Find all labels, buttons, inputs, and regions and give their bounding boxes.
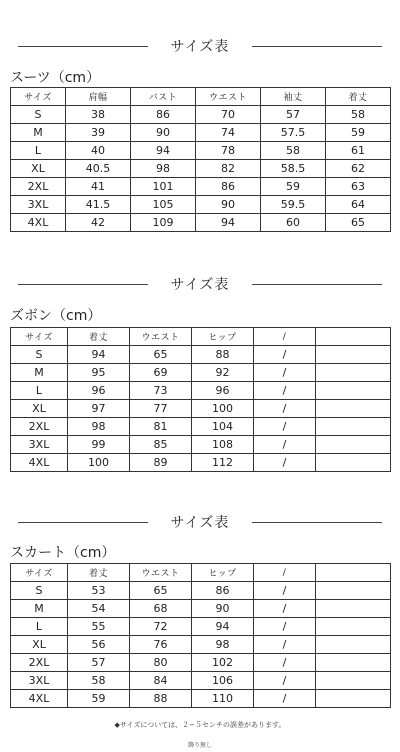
pants-size-chart-title: サイズ表 bbox=[170, 277, 230, 293]
table-cell: 86 bbox=[196, 178, 261, 196]
table-cell bbox=[316, 400, 391, 418]
table-row bbox=[11, 214, 391, 232]
table-cell: 90 bbox=[192, 600, 254, 618]
table-cell: 70 bbox=[196, 106, 261, 124]
table-cell bbox=[316, 618, 391, 636]
table-cell bbox=[316, 600, 391, 618]
table-cell: XL bbox=[11, 636, 68, 654]
table-row bbox=[11, 690, 391, 708]
table-cell: 84 bbox=[130, 672, 192, 690]
table-cell: 102 bbox=[192, 654, 254, 672]
column-header: 着丈 bbox=[326, 88, 391, 106]
table-cell: 105 bbox=[131, 196, 196, 214]
table-row bbox=[11, 346, 391, 364]
table-cell: 94 bbox=[131, 142, 196, 160]
column-header: / bbox=[254, 328, 316, 346]
table-cell bbox=[316, 382, 391, 400]
table-row bbox=[11, 454, 391, 472]
table-row bbox=[11, 400, 391, 418]
footer-small-text: 飾り無し bbox=[187, 742, 212, 749]
table-cell bbox=[316, 454, 391, 472]
table-row bbox=[11, 654, 391, 672]
table-cell: 82 bbox=[196, 160, 261, 178]
table-cell: 58 bbox=[68, 672, 130, 690]
table-cell bbox=[316, 672, 391, 690]
table-cell bbox=[316, 636, 391, 654]
table-cell: L bbox=[11, 618, 68, 636]
table-cell: 98 bbox=[131, 160, 196, 178]
table-cell: 108 bbox=[192, 436, 254, 454]
suit-subheading: スーツ（cm） bbox=[10, 70, 101, 86]
size-tolerance-note: ◆サイズについては、２−５センチの誤差があります。 bbox=[114, 721, 286, 729]
table-row bbox=[11, 196, 391, 214]
skirt-size-table bbox=[10, 563, 391, 708]
table-cell: 106 bbox=[192, 672, 254, 690]
table-cell: / bbox=[254, 400, 316, 418]
table-cell: 59 bbox=[326, 124, 391, 142]
pants-size-table bbox=[10, 327, 391, 472]
table-cell: 74 bbox=[196, 124, 261, 142]
column-header: ウエスト bbox=[130, 564, 192, 582]
table-cell: 97 bbox=[68, 400, 130, 418]
table-cell: 85 bbox=[130, 436, 192, 454]
table-cell: 41.5 bbox=[66, 196, 131, 214]
table-cell: 4XL bbox=[11, 454, 68, 472]
table-cell: 40.5 bbox=[66, 160, 131, 178]
table-cell: 88 bbox=[130, 690, 192, 708]
column-header: ウエスト bbox=[130, 328, 192, 346]
table-cell: 92 bbox=[192, 364, 254, 382]
table-cell: 94 bbox=[196, 214, 261, 232]
table-cell: 78 bbox=[196, 142, 261, 160]
table-cell bbox=[316, 654, 391, 672]
column-header: バスト bbox=[131, 88, 196, 106]
table-cell: S bbox=[11, 106, 66, 124]
column-header: 肩幅 bbox=[66, 88, 131, 106]
table-cell: 60 bbox=[261, 214, 326, 232]
table-cell: 73 bbox=[130, 382, 192, 400]
table-cell bbox=[316, 418, 391, 436]
table-row bbox=[11, 582, 391, 600]
table-cell: 98 bbox=[192, 636, 254, 654]
table-cell: XL bbox=[11, 400, 68, 418]
table-cell: 112 bbox=[192, 454, 254, 472]
table-cell: / bbox=[254, 636, 316, 654]
table-cell: / bbox=[254, 654, 316, 672]
pants-title-row bbox=[0, 274, 400, 294]
table-cell: 63 bbox=[326, 178, 391, 196]
table-cell: S bbox=[11, 582, 68, 600]
table-cell: / bbox=[254, 582, 316, 600]
table-cell: 94 bbox=[192, 618, 254, 636]
table-cell: 62 bbox=[326, 160, 391, 178]
skirt-size-chart-title: サイズ表 bbox=[170, 515, 230, 531]
column-header bbox=[316, 564, 391, 582]
table-cell: / bbox=[254, 672, 316, 690]
table-header-row bbox=[11, 328, 391, 346]
table-cell: 110 bbox=[192, 690, 254, 708]
table-cell: 3XL bbox=[11, 672, 68, 690]
table-cell: 90 bbox=[196, 196, 261, 214]
table-row bbox=[11, 178, 391, 196]
column-header: ヒップ bbox=[192, 328, 254, 346]
table-cell: 53 bbox=[68, 582, 130, 600]
table-header-row bbox=[11, 564, 391, 582]
table-cell: 40 bbox=[66, 142, 131, 160]
table-row bbox=[11, 160, 391, 178]
table-cell: 96 bbox=[192, 382, 254, 400]
table-cell: 109 bbox=[131, 214, 196, 232]
column-header: サイズ bbox=[11, 564, 68, 582]
table-cell: 42 bbox=[66, 214, 131, 232]
divider-line bbox=[252, 284, 382, 285]
table-cell: 4XL bbox=[11, 690, 68, 708]
table-row bbox=[11, 436, 391, 454]
table-cell: 88 bbox=[192, 346, 254, 364]
table-row bbox=[11, 364, 391, 382]
table-cell: 72 bbox=[130, 618, 192, 636]
table-cell: 99 bbox=[68, 436, 130, 454]
table-cell bbox=[316, 346, 391, 364]
table-cell: 95 bbox=[68, 364, 130, 382]
table-cell: L bbox=[11, 142, 66, 160]
table-cell: 38 bbox=[66, 106, 131, 124]
table-cell: / bbox=[254, 382, 316, 400]
table-cell: 65 bbox=[130, 582, 192, 600]
table-cell: 3XL bbox=[11, 196, 66, 214]
table-cell: 2XL bbox=[11, 654, 68, 672]
table-cell: 100 bbox=[68, 454, 130, 472]
table-cell: / bbox=[254, 618, 316, 636]
table-cell bbox=[316, 364, 391, 382]
table-cell: 96 bbox=[68, 382, 130, 400]
table-cell: 59 bbox=[68, 690, 130, 708]
suit-size-chart-title: サイズ表 bbox=[170, 39, 230, 55]
table-cell: 89 bbox=[130, 454, 192, 472]
table-cell: 86 bbox=[131, 106, 196, 124]
skirt-title-row bbox=[0, 512, 400, 532]
divider-line bbox=[252, 522, 382, 523]
table-cell bbox=[316, 436, 391, 454]
table-cell: 101 bbox=[131, 178, 196, 196]
table-header-row bbox=[11, 88, 391, 106]
table-cell: XL bbox=[11, 160, 66, 178]
column-header: / bbox=[254, 564, 316, 582]
table-cell: / bbox=[254, 364, 316, 382]
table-cell: 2XL bbox=[11, 178, 66, 196]
table-cell: / bbox=[254, 418, 316, 436]
table-cell: 100 bbox=[192, 400, 254, 418]
table-cell: 57 bbox=[68, 654, 130, 672]
suit-size-table bbox=[10, 87, 391, 232]
table-cell: 80 bbox=[130, 654, 192, 672]
table-cell: 39 bbox=[66, 124, 131, 142]
pants-subheading: ズボン（cm） bbox=[10, 308, 102, 324]
table-cell bbox=[316, 582, 391, 600]
table-cell: 77 bbox=[130, 400, 192, 418]
table-cell: 69 bbox=[130, 364, 192, 382]
table-cell: 57.5 bbox=[261, 124, 326, 142]
table-cell: L bbox=[11, 382, 68, 400]
table-cell: 58 bbox=[261, 142, 326, 160]
table-cell: 104 bbox=[192, 418, 254, 436]
table-cell: M bbox=[11, 600, 68, 618]
suit-title-row bbox=[0, 36, 400, 56]
table-cell: 61 bbox=[326, 142, 391, 160]
table-row bbox=[11, 618, 391, 636]
divider-line bbox=[252, 46, 382, 47]
table-cell: 68 bbox=[130, 600, 192, 618]
table-cell: 90 bbox=[131, 124, 196, 142]
column-header: ウエスト bbox=[196, 88, 261, 106]
column-header: 袖丈 bbox=[261, 88, 326, 106]
table-cell: / bbox=[254, 346, 316, 364]
column-header bbox=[316, 328, 391, 346]
table-row bbox=[11, 382, 391, 400]
table-cell: / bbox=[254, 690, 316, 708]
table-row bbox=[11, 636, 391, 654]
table-cell: 3XL bbox=[11, 436, 68, 454]
column-header: ヒップ bbox=[192, 564, 254, 582]
table-row bbox=[11, 672, 391, 690]
table-cell: / bbox=[254, 436, 316, 454]
table-row bbox=[11, 142, 391, 160]
table-row bbox=[11, 600, 391, 618]
table-cell: 58 bbox=[326, 106, 391, 124]
table-cell: 59.5 bbox=[261, 196, 326, 214]
table-cell: 86 bbox=[192, 582, 254, 600]
table-cell: 65 bbox=[326, 214, 391, 232]
column-header: サイズ bbox=[11, 88, 66, 106]
table-row bbox=[11, 418, 391, 436]
column-header: 着丈 bbox=[68, 564, 130, 582]
table-cell: 57 bbox=[261, 106, 326, 124]
table-cell bbox=[316, 690, 391, 708]
column-header: 着丈 bbox=[68, 328, 130, 346]
table-cell: 54 bbox=[68, 600, 130, 618]
table-cell: 59 bbox=[261, 178, 326, 196]
table-cell: / bbox=[254, 454, 316, 472]
table-cell: 81 bbox=[130, 418, 192, 436]
table-row bbox=[11, 124, 391, 142]
table-cell: M bbox=[11, 124, 66, 142]
table-cell: 55 bbox=[68, 618, 130, 636]
table-cell: M bbox=[11, 364, 68, 382]
table-row bbox=[11, 106, 391, 124]
table-cell: 76 bbox=[130, 636, 192, 654]
table-cell: / bbox=[254, 600, 316, 618]
skirt-subheading: スカート（cm） bbox=[10, 545, 116, 561]
table-cell: 98 bbox=[68, 418, 130, 436]
table-cell: 94 bbox=[68, 346, 130, 364]
table-cell: 41 bbox=[66, 178, 131, 196]
table-cell: 4XL bbox=[11, 214, 66, 232]
column-header: サイズ bbox=[11, 328, 68, 346]
table-cell: 65 bbox=[130, 346, 192, 364]
table-cell: 58.5 bbox=[261, 160, 326, 178]
table-cell: S bbox=[11, 346, 68, 364]
table-cell: 2XL bbox=[11, 418, 68, 436]
table-cell: 64 bbox=[326, 196, 391, 214]
table-cell: 56 bbox=[68, 636, 130, 654]
